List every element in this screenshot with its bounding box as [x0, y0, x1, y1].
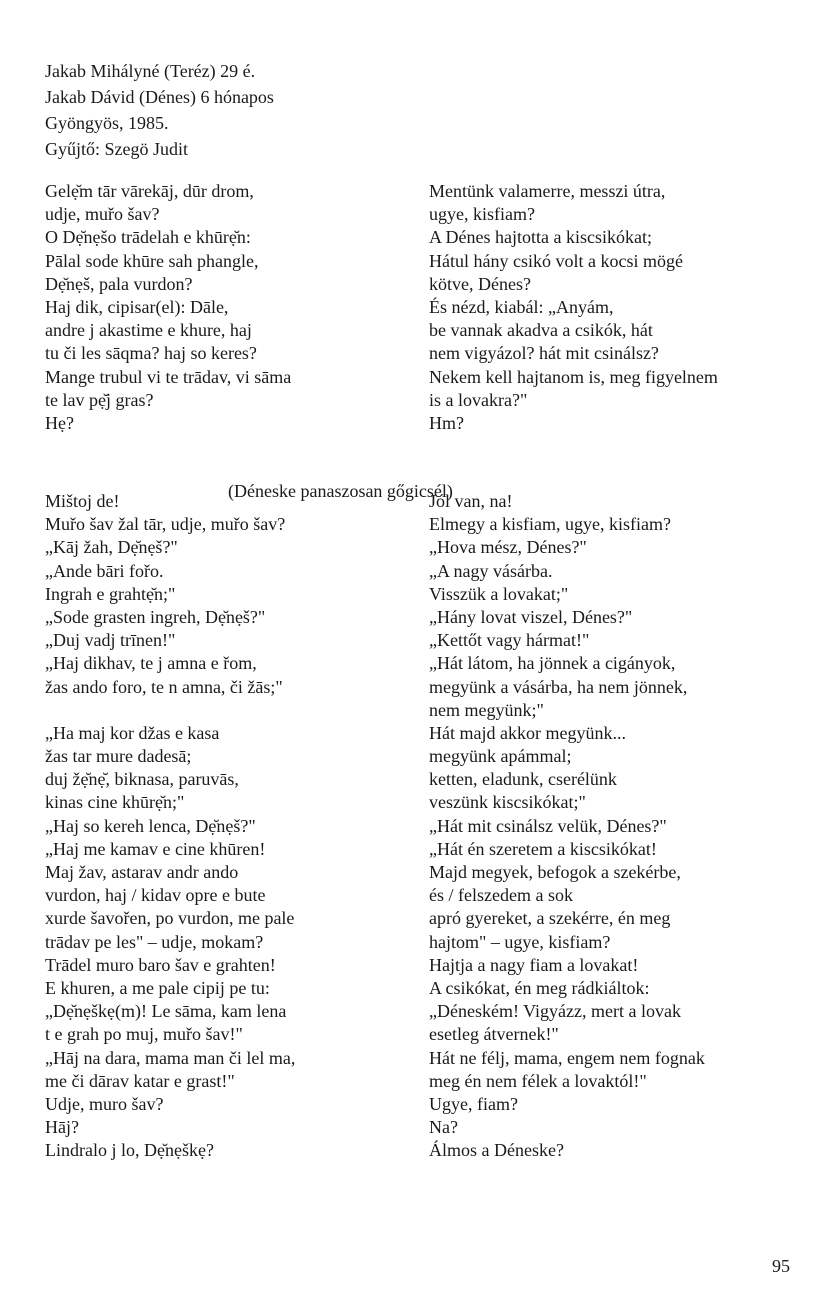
stage-direction: (Déneske panaszosan gőgicsél): [228, 481, 453, 501]
hungarian-line: hajtom" – ugye, kisfiam?: [429, 931, 611, 952]
romani-line: Hẹ?: [45, 412, 74, 433]
romani-line: me či dārav katar e grast!": [45, 1070, 235, 1091]
hungarian-line: megyünk apámmal;: [429, 746, 572, 767]
hungarian-line: Hajtja a nagy fiam a lovakat!: [429, 954, 639, 975]
romani-line: tu či les sāqma? haj so keres?: [45, 343, 257, 364]
romani-line: „Hāj na dara, mama man či lel ma,: [45, 1047, 296, 1068]
romani-line: udje, muřo šav?: [45, 204, 160, 225]
romani-line: te lav pẹ̆j gras?: [45, 389, 154, 410]
romani-line: Pālal sode khūre sah phangle,: [45, 250, 259, 271]
hungarian-line: „Hány lovat viszel, Dénes?": [429, 606, 633, 627]
hungarian-line: Nekem kell hajtanom is, meg figyelnem: [429, 366, 718, 387]
romani-text-column-part1: [45, 180, 435, 435]
hungarian-line: kötve, Dénes?: [429, 273, 531, 294]
hungarian-line: veszünk kiscsikókat;": [429, 792, 586, 813]
hungarian-line: „Hát mit csinálsz velük, Dénes?": [429, 815, 667, 836]
source-header: [45, 58, 405, 162]
hungarian-line: be vannak akadva a csikók, hát: [429, 320, 653, 341]
hungarian-text-column-part2: [429, 490, 819, 1162]
hungarian-line: Jól van, na!: [429, 491, 513, 511]
romani-line: žas tar mure dadesā;: [45, 746, 192, 767]
informant-mother: Jakab Mihályné (Teréz) 29 é.: [45, 61, 256, 81]
hungarian-line: „Kettőt vagy hármat!": [429, 630, 590, 651]
romani-line: O Dẹ̆nẹšo trādelah e khūrẹ̆n:: [45, 227, 251, 248]
romani-text-column-part2: [45, 490, 435, 1162]
hungarian-line: „A nagy vásárba.: [429, 560, 553, 581]
romani-line: žas ando foro, te n amna, či žās;": [45, 676, 283, 697]
hungarian-line: esetleg átvernek!": [429, 1024, 559, 1045]
hungarian-line: Elmegy a kisfiam, ugye, kisfiam?: [429, 514, 671, 535]
romani-line: „Haj dikhav, te j amna e řom,: [45, 653, 257, 674]
romani-line: Udje, muro šav?: [45, 1093, 164, 1114]
romani-line: trādav pe les" – udje, mokam?: [45, 931, 264, 952]
hungarian-line: „Déneském! Vigyázz, mert a lovak: [429, 1001, 681, 1022]
romani-line: Dẹ̆nẹš, pala vurdon?: [45, 273, 193, 294]
hungarian-line: „Hova mész, Dénes?": [429, 537, 587, 558]
hungarian-line: megyünk a vásárba, ha nem jönnek,: [429, 676, 688, 697]
romani-line: Muřo šav žal tār, udje, muřo šav?: [45, 514, 286, 535]
hungarian-line: Majd megyek, befogok a szekérbe,: [429, 862, 681, 882]
informant-child: Jakab Dávid (Dénes) 6 hónapos: [45, 87, 274, 107]
hungarian-line: ugye, kisfiam?: [429, 204, 535, 225]
romani-line: Trādel muro baro šav e grahten!: [45, 954, 276, 975]
romani-line: „Ha maj kor džas e kasa: [45, 722, 220, 743]
romani-line: „Ande bāri fořo.: [45, 560, 164, 581]
romani-line: Gelẹ̆m tār vārekāj, dūr drom,: [45, 181, 254, 201]
hungarian-line: is a lovakra?": [429, 389, 528, 410]
stanza-gap: [45, 699, 435, 722]
hungarian-line: A csikókat, én meg rádkiáltok:: [429, 977, 650, 998]
page-number: 95: [772, 1256, 790, 1276]
hungarian-line: Visszük a lovakat;": [429, 583, 569, 604]
romani-line: „Kāj žah, Dẹ̆nẹš?": [45, 537, 178, 558]
hungarian-line: Mentünk valamerre, messzi útra,: [429, 181, 666, 201]
romani-line: „Haj me kamav e cine khūren!: [45, 838, 266, 859]
hungarian-line: „Hát látom, ha jönnek a cigányok,: [429, 653, 676, 674]
hungarian-line: Na?: [429, 1117, 458, 1138]
romani-line: andre j akastime e khure, haj: [45, 320, 252, 341]
hungarian-line: nem vigyázol? hát mit csinálsz?: [429, 343, 659, 364]
romani-line: „Haj so kereh lenca, Dẹ̆nẹš?": [45, 815, 256, 836]
hungarian-text-column-part1: [429, 180, 819, 435]
romani-line: duj žẹ̆nẹ̆, biknasa, paruvās,: [45, 769, 239, 790]
romani-line: kinas cine khūrẹ̆n;": [45, 792, 185, 813]
romani-line: Mištoj de!: [45, 491, 120, 511]
hungarian-line: meg én nem félek a lovaktól!": [429, 1070, 647, 1091]
hungarian-line: Hát majd akkor megyünk...: [429, 722, 626, 743]
romani-line: „Sode grasten ingreh, Dẹ̆nẹš?": [45, 606, 266, 627]
hungarian-line: És nézd, kiabál: „Anyám,: [429, 296, 614, 317]
romani-line: Lindralo j lo, Dẹ̆nẹškẹ?: [45, 1140, 214, 1161]
hungarian-line: nem megyünk;": [429, 699, 544, 720]
hungarian-line: Hátul hány csikó volt a kocsi mögé: [429, 250, 683, 271]
romani-line: Haj dik, cipisar(el): Dāle,: [45, 296, 229, 317]
hungarian-line: Ugye, fiam?: [429, 1093, 518, 1114]
romani-line: Maj žav, astarav andr ando: [45, 862, 239, 882]
location-year: Gyöngyös, 1985.: [45, 113, 169, 133]
hungarian-line: Hm?: [429, 412, 464, 433]
hungarian-line: „Hát én szeretem a kiscsikókat!: [429, 838, 657, 859]
hungarian-line: Álmos a Déneske?: [429, 1140, 564, 1161]
hungarian-line: és / felszedem a sok: [429, 885, 573, 906]
hungarian-line: apró gyereket, a szekérre, én meg: [429, 908, 671, 929]
romani-line: t e grah po muj, muřo šav!": [45, 1024, 243, 1045]
hungarian-line: ketten, eladunk, cserélünk: [429, 769, 617, 790]
romani-line: Hāj?: [45, 1117, 79, 1138]
romani-line: Ingrah e grahtẹ̆n;": [45, 583, 176, 604]
hungarian-line: A Dénes hajtotta a kiscsikókat;: [429, 227, 652, 248]
romani-line: vurdon, haj / kidav opre e bute: [45, 885, 266, 906]
romani-line: xurde šavořen, po vurdon, me pale: [45, 908, 295, 929]
collector: Gyűjtő: Szegö Judit: [45, 139, 188, 159]
romani-line: E khuren, a me pale cipij pe tu:: [45, 977, 270, 998]
romani-line: Mange trubul vi te trādav, vi sāma: [45, 366, 292, 387]
romani-line: „Dẹ̆nẹškẹ(m)! Le sāma, kam lena: [45, 1001, 287, 1022]
hungarian-line: Hát ne félj, mama, engem nem fognak: [429, 1047, 705, 1068]
romani-line: „Duj vadj trīnen!": [45, 630, 176, 651]
